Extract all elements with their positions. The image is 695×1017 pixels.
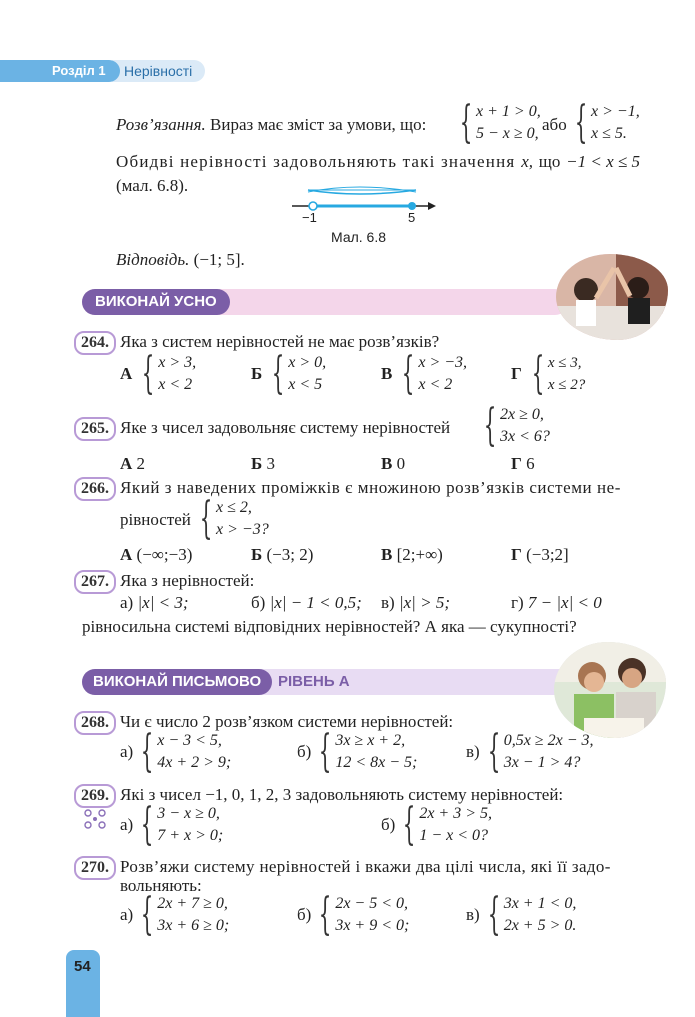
task-265-options: [120, 454, 600, 474]
solution-line-3: (мал. 6.8).: [116, 176, 189, 195]
option-d: Г 6: [511, 454, 535, 473]
option-b: б) { 2x − 5 < 0, 3x + 9 < 0;: [297, 889, 410, 940]
option-a: а) |x| < 3;: [120, 593, 189, 612]
sys-row: x ≤ 3,: [547, 355, 582, 371]
task-266-options: [120, 545, 600, 565]
option-a: а) { 2x + 7 ≥ 0, 3x + 6 ≥ 0;: [120, 889, 230, 940]
sys-row: 2x + 7 ≥ 0,: [157, 895, 228, 912]
option-letter: а): [120, 815, 134, 834]
written-banner-label: ВИКОНАЙ ПИСЬМОВО: [93, 673, 262, 690]
topic-label: Нерівності: [124, 63, 193, 79]
section-label: Розділ 1: [52, 63, 106, 78]
task-267-options: [120, 593, 600, 613]
option-letter: в): [466, 742, 480, 761]
solution-system-1: { x + 1 > 0, 5 − x ≥ 0,: [459, 97, 541, 148]
group-work-icon: [82, 808, 108, 830]
solution-line-2: [116, 152, 640, 172]
answer-value: (−1; 5].: [193, 250, 245, 269]
option-b: б) |x| − 1 < 0,5;: [251, 593, 362, 612]
sys-row: x ≤ 2,: [216, 499, 252, 516]
option-b: б) { 2x + 3 > 5, 1 − x < 0?: [381, 799, 493, 850]
task-number: 269.: [74, 784, 116, 808]
option-letter: Г: [511, 364, 522, 383]
sys-row: x ≤ 5.: [591, 125, 627, 142]
level-label: РІВЕНЬ А: [278, 673, 350, 690]
task-266-system: { x ≤ 2, x > −3?: [199, 493, 269, 544]
task-267-question: Яка з нерівностей:: [120, 571, 255, 590]
sys-row: x < 5: [288, 376, 323, 393]
sys-row: 1 − x < 0?: [419, 827, 489, 844]
task-270-question-2: вольняють:: [120, 876, 202, 895]
task-264-question: Яка з систем нерівностей не має розв’язків?: [120, 332, 440, 351]
sys-row: 4x + 2 > 9;: [157, 754, 232, 771]
sys-row: 3x + 1 < 0,: [503, 895, 577, 912]
sys-row: 2x + 5 > 0.: [503, 917, 577, 934]
solution-inequality: −1 < x ≤ 5: [566, 152, 640, 171]
answer-lead: Відповідь.: [116, 250, 190, 269]
task-number: 268.: [74, 711, 116, 735]
task-266-question-1: Який з наведених проміжків є множиною розв’язків системи не-: [120, 478, 621, 497]
solution-lead: Розв’язання.: [116, 115, 206, 134]
sys-row: 5 − x ≥ 0,: [476, 125, 539, 142]
option-letter: Б: [251, 364, 263, 383]
sys-row: x > 0,: [288, 354, 327, 371]
task-number: 266.: [74, 477, 116, 501]
axis-label-left: −1: [302, 210, 317, 225]
option-d: Г (−3;2]: [511, 545, 569, 564]
task-266-question-2: рівностей: [120, 510, 191, 529]
sys-row: 2x ≥ 0,: [500, 406, 544, 423]
sys-row: x > −1,: [591, 103, 640, 120]
open-point: [309, 202, 317, 210]
task-269-question: Які з чисел −1, 0, 1, 2, 3 задовольняють систему нерівностей:: [120, 785, 564, 804]
solution-that: що: [538, 152, 561, 171]
option-letter: А: [120, 364, 133, 383]
option-letter: в): [466, 905, 480, 924]
task-number: 265.: [74, 417, 116, 441]
sys-row: 3x − 1 > 4?: [503, 754, 581, 771]
option-d: г) 7 − |x| < 0: [511, 593, 602, 612]
sys-row: x > 3,: [158, 354, 197, 371]
option-b: Б 3: [251, 454, 275, 473]
option-a: А { x > 3, x < 2: [120, 348, 197, 399]
sys-row: x > −3?: [216, 521, 269, 538]
sys-row: 12 < 8x − 5;: [335, 754, 418, 771]
task-number: 264.: [74, 331, 116, 355]
option-d: Г { x ≤ 3, x ≤ 2?: [511, 348, 586, 399]
closed-point: [408, 202, 416, 210]
solution-line-2-text: Обидві нерівності задовольняють такі значення: [116, 152, 516, 171]
axis-arrow-icon: [428, 202, 436, 210]
option-letter: б): [297, 742, 312, 761]
sys-row: x < 2: [418, 376, 453, 393]
sys-row: x < 2: [158, 376, 193, 393]
sys-row: x + 1 > 0,: [476, 103, 541, 120]
task-270-question-1: Розв’яжи систему нерівностей і вкажи два цілі числа, які її задо-: [120, 857, 611, 876]
option-c: В { x > −3, x < 2: [381, 348, 468, 399]
task-269-options: [120, 799, 620, 851]
sys-row: 7 + x > 0;: [157, 827, 224, 844]
or-word: або: [542, 115, 567, 134]
option-b: Б { x > 0, x < 5: [251, 348, 327, 399]
option-letter: а): [120, 905, 134, 924]
task-265-system: { 2x ≥ 0, 3x < 6?: [483, 400, 550, 451]
sys-row: 2x − 5 < 0,: [335, 895, 409, 912]
task-270-options: [120, 889, 620, 941]
option-letter: В: [381, 364, 393, 383]
option-a: а) { x − 3 < 5, 4x + 2 > 9;: [120, 726, 232, 777]
task-264-options: [120, 348, 590, 400]
solution-line-1: [116, 115, 426, 135]
axis-label-right: 5: [408, 210, 416, 225]
option-c: В [2;+∞): [381, 545, 443, 564]
sys-row: 2x + 3 > 5,: [419, 805, 493, 822]
task-number: 267.: [74, 570, 116, 594]
option-a: А (−∞;−3): [120, 545, 193, 564]
solution-var: x,: [521, 152, 533, 171]
option-letter: б): [381, 815, 396, 834]
figure-caption: Мал. 6.8: [331, 229, 387, 245]
page-number: 54: [74, 958, 91, 975]
option-letter: б): [297, 905, 312, 924]
solution-text: Вираз має зміст за умови, що:: [210, 115, 427, 134]
option-c: в) { 3x + 1 < 0, 2x + 5 > 0.: [466, 889, 577, 940]
sys-row: 3 − x ≥ 0,: [157, 805, 220, 822]
task-number: 270.: [74, 856, 116, 880]
photo-students-studying: [554, 642, 666, 738]
option-b: Б (−3; 2): [251, 545, 314, 564]
oral-banner-label: ВИКОНАЙ УСНО: [95, 293, 217, 310]
option-letter: а): [120, 742, 134, 761]
answer-line: [116, 250, 245, 270]
option-a: а) { 3 − x ≥ 0, 7 + x > 0;: [120, 799, 224, 850]
sys-row: 3x ≥ x + 2,: [335, 732, 406, 749]
option-a: А 2: [120, 454, 146, 473]
sys-row: 3x + 6 ≥ 0;: [157, 917, 230, 934]
task-268-options: [120, 726, 620, 778]
option-c: в) { 0,5x ≥ 2x − 3, 3x − 1 > 4?: [466, 726, 594, 777]
sys-row: 0,5x ≥ 2x − 3,: [503, 732, 594, 749]
option-c: в) |x| > 5;: [381, 593, 450, 612]
option-b: б) { 3x ≥ x + 2, 12 < 8x − 5;: [297, 726, 418, 777]
solution-system-2: { x > −1, x ≤ 5.: [574, 97, 640, 148]
option-c: В 0: [381, 454, 406, 473]
sys-row: 3x < 6?: [500, 428, 550, 445]
hatch-curve-1: [308, 190, 416, 194]
sys-row: x − 3 < 5,: [157, 732, 222, 749]
sys-row: 3x + 9 < 0;: [335, 917, 410, 934]
sys-row: x ≤ 2?: [547, 377, 586, 393]
sys-row: x > −3,: [418, 354, 468, 371]
task-267-tail: рівносильна системі відповідних нерівностей? А яка — сукупності?: [82, 617, 577, 636]
task-265-question: Яке з чисел задовольняє систему нерівностей: [120, 418, 451, 437]
photo-students-highfive: [556, 254, 668, 340]
task-268-question: Чи є число 2 розв’язком системи нерівностей:: [120, 712, 454, 731]
